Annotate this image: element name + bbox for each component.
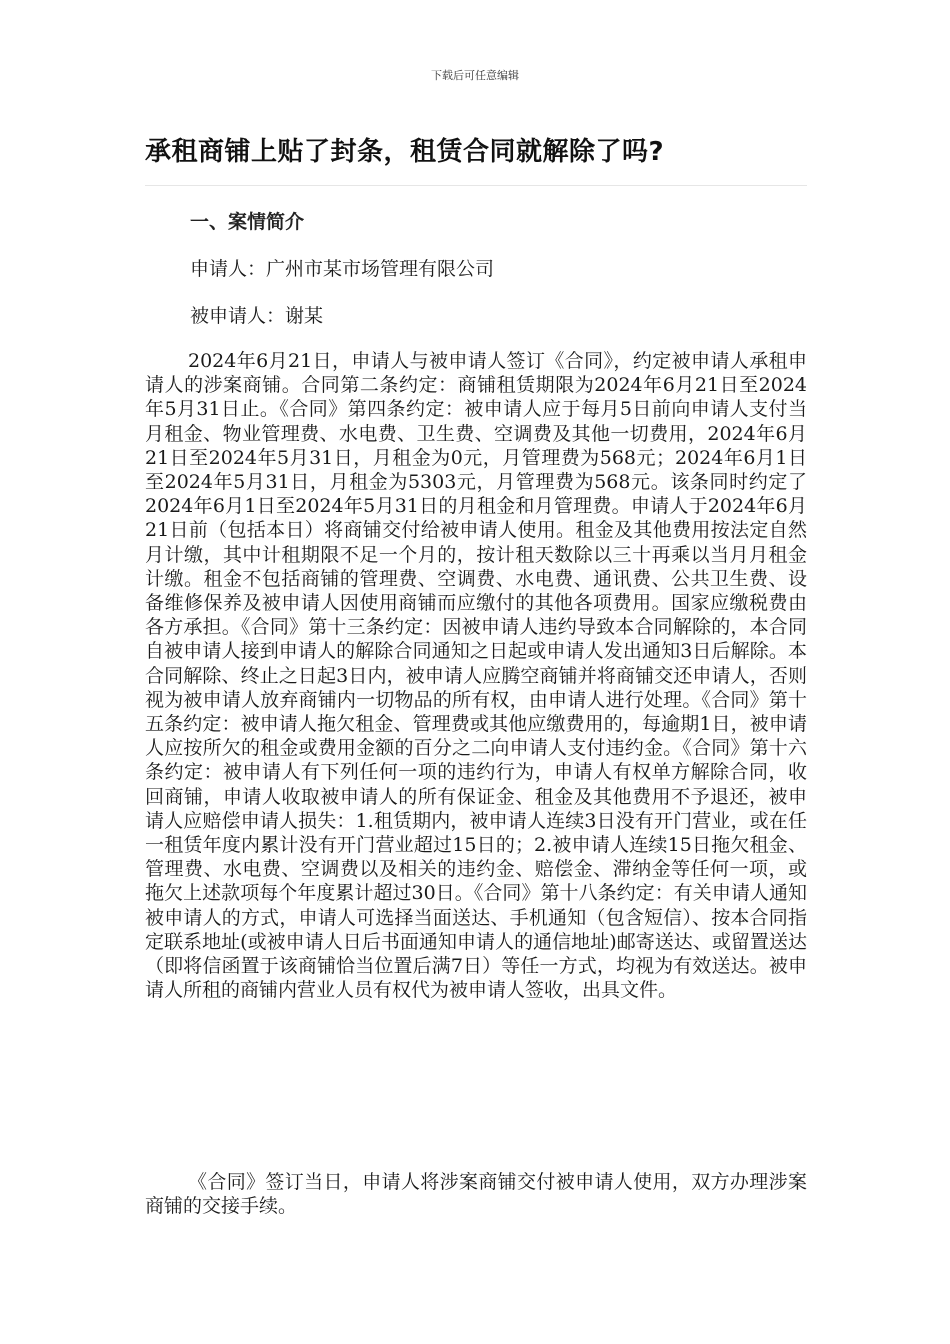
case-paragraph-2: 《合同》签订当日，申请人将涉案商铺交付被申请人使用，双方办理涉案商铺的交接手续。 — [145, 1171, 807, 1218]
case-paragraph-1: 2024年6月21日，申请人与被申请人签订《合同》，约定被申请人承租申请人的涉案商铺。合同第二条约定：商铺租赁期限为2024年6月21日至2024年5月31日止。《合同》第四条约定：被申请人应于每月5日前向申请人支付当月租金、物业管理费、水电费、卫生费、空调费及其他一切费用，2024年6月21日至2024年5月31日，月租金为0元，月管理费为568元；2024年6月1日至2024年5月31日，月租金为5303元，月管理费为568元。该条同时约定了2024年6月1日至2024年5月31日的月租金和月管理费。申请人于2024年6月21日前（包括本日）将商铺交付给被申请人使用。租金及其他费用按法定自然月计缴，其中计租期限不足一个月的，按计租天数除以三十再乘以当月月租金计缴。租金不包括商铺的管理费、空调费、水电费、通讯费、公共卫生费、设备维修保养及被申请人因使用商铺而应缴付的其他各项费用。国家应缴税费由各方承担。《合同》第十三条约定：因被申请人违约导致本合同解除的，本合同自被申请人接到申请人的解除合同通知之日起或申请人发出通知3日后解除。本合同解除、终止之日起3日内，被申请人应腾空商铺并将商铺交还申请人，否则视为被申请人放弃商铺内一切物品的所有权，由申请人进行处理。《合同》第十五条约定：被申请人拖欠租金、管理费或其他应缴费用的，每逾期1日，被申请人应按所欠的租金或费用金额的百分之二向申请人支付违约金。《合同》第十六条约定：被申请人有下列任何一项的违约行为，申请人有权单方解除合同，收回商铺，申请人收取被申请人的所有保证金、租金及其他费用不予退还，被申请人应赔偿申请人损失：1.租赁期内，被申请人连续3日没有开门营业，或在任一租赁年度内累计没有开门营业超过15日的；2.被申请人连续15日拖欠租金、管理费、水电费、空调费以及相关的违约金、赔偿金、滞纳金等任何一项，或拖欠上述款项每个年度累计超过30日。《合同》第十八条约定：有关申请人通知被申请人的方式，申请人可选择当面送达、手机通知（包含短信）、按本合同指定联系地址(或被申请人日后书面通知申请人的通信地址)邮寄送达、或留置送达（即将信函置于该商铺恰当位置后满7日）等任一方式，均视为有效送达。被申请人所租的商铺内营业人员有权代为被申请人签收，出具文件。 — [145, 350, 807, 1002]
applicant-line: 申请人：广州市某市场管理有限公司 — [190, 258, 495, 280]
document-title: 承租商铺上贴了封条，租赁合同就解除了吗? — [145, 137, 665, 167]
header-note: 下载后可任意编辑 — [431, 69, 519, 82]
title-divider — [145, 185, 807, 186]
respondent-line: 被申请人：谢某 — [190, 305, 324, 327]
section-heading: 一、案情简介 — [190, 211, 305, 233]
